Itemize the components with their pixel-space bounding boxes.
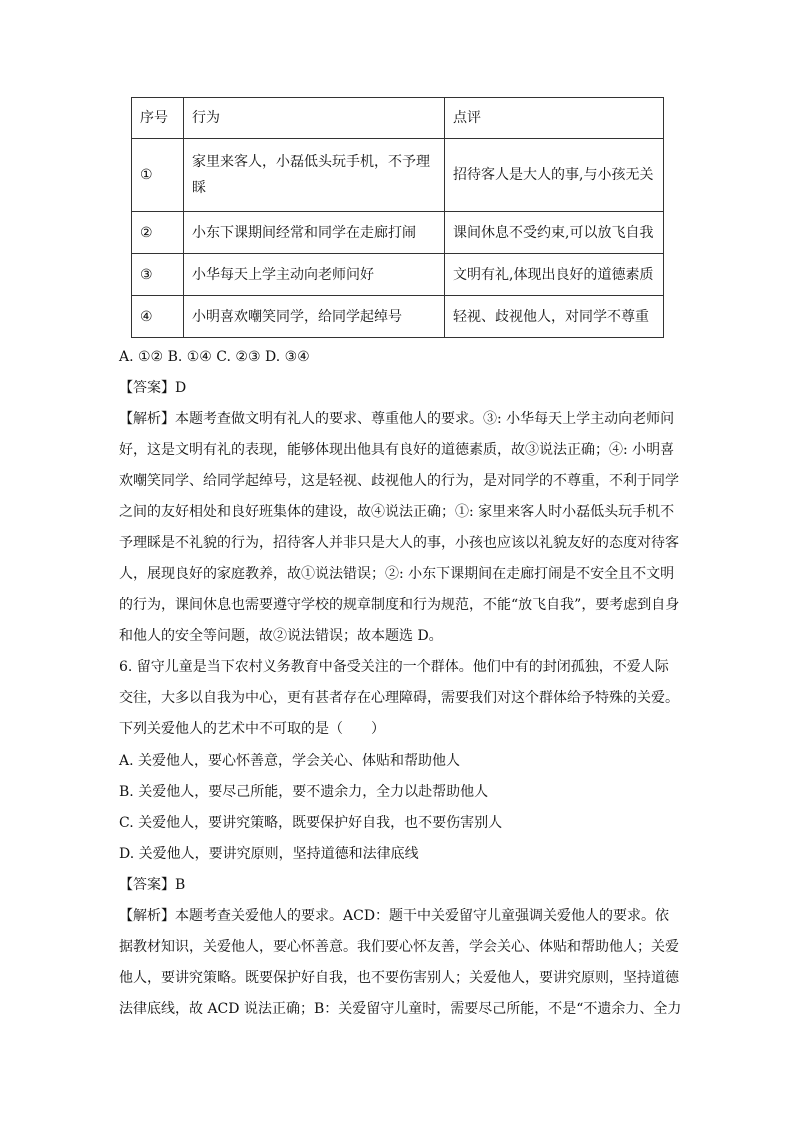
header-behavior: 行为 (184, 98, 445, 139)
row-no: ① (132, 139, 184, 212)
analysis-line: 的行为，课间休息也需要遵守学校的规章制度和行为规范，不能“放飞自我”，要考虑到自身 (119, 597, 680, 613)
row-behavior: 小华每天上学主动向老师问好 (184, 254, 445, 296)
q6-option-d: D. 关爱他人，要讲究原则，坚持道德和法律底线 (119, 846, 419, 862)
header-comment: 点评 (445, 98, 664, 139)
row-no: ② (132, 212, 184, 254)
analysis-line: 法律底线，故 ACD 说法正确；B：关爱留守儿童时，需要尽己所能，不是“不遗余力、全力 (119, 1001, 682, 1017)
analysis-line: 【解析】本题考查关爱他人的要求。ACD：题干中关爱留守儿童强调关爱他人的要求。依 (119, 908, 670, 924)
analysis-line: 之间的友好相处和良好班集体的建设，故④说法正确；①: 家里来客人时小磊低头玩手机不 (119, 504, 675, 520)
question-line: 6. 留守儿童是当下农村义务教育中备受关注的一个群体。他们中有的封闭孤独，不爱人际 (119, 659, 669, 675)
row-no: ④ (132, 296, 184, 338)
behavior-table (131, 97, 664, 338)
row-no: ③ (132, 254, 184, 296)
row-comment: 课间休息不受约束,可以放飞自我 (445, 212, 664, 254)
analysis-line: 欢嘲笑同学、给同学起绰号，这是轻视、歧视他人的行为，是对同学的不尊重，不利于同学 (119, 473, 679, 489)
table-row (132, 296, 664, 338)
analysis-line: 【解析】本题考查做文明有礼人的要求、尊重他人的要求。③: 小华每天上学主动向老师问 (119, 411, 675, 427)
analysis-line: 人，展现良好的家庭教养，故①说法错误；②: 小东下课期间在走廊打闹是不安全且不文明 (119, 566, 675, 582)
q5-options: A. ①② B. ①④ C. ②③ D. ③④ (119, 349, 310, 365)
row-behavior: 家里来客人，小磊低头玩手机，不予理 睬 (184, 139, 445, 212)
question-line: 交往，大多以自我为中心，更有甚者存在心理障碍，需要我们对这个群体给予特殊的关爱。 (119, 690, 679, 706)
question-line: 下列关爱他人的艺术中不可取的是（ ） (119, 721, 385, 737)
header-no: 序号 (132, 98, 184, 139)
analysis-line: 和他人的安全等问题，故②说法错误；故本题选 D。 (119, 628, 443, 644)
row-comment: 招待客人是大人的事,与小孩无关 (445, 139, 664, 212)
table-row (132, 139, 664, 212)
table-header-row (132, 98, 664, 139)
analysis-line: 据教材知识，关爱他人，要心怀善意。我们要心怀友善，学会关心、体贴和帮助他人；关爱 (119, 939, 679, 955)
table-row (132, 212, 664, 254)
row-behavior: 小东下课期间经常和同学在走廊打闹 (184, 212, 445, 254)
analysis-line: 予理睬是不礼貌的行为，招待客人并非只是大人的事，小孩也应该以礼貌友好的态度对待客 (119, 535, 679, 551)
row-comment: 文明有礼,体现出良好的道德素质 (445, 254, 664, 296)
table-row (132, 254, 664, 296)
q6-answer: 【答案】B (119, 877, 186, 893)
row-behavior: 小明喜欢嘲笑同学，给同学起绰号 (184, 296, 445, 338)
analysis-line: 他人，要讲究策略。既要保护好自我，也不要伤害别人；关爱他人，要讲究原则，坚持道德 (119, 970, 679, 986)
q5-answer: 【答案】D (119, 380, 187, 396)
row-comment: 轻视、歧视他人，对同学不尊重 (445, 296, 664, 338)
q6-option-a: A. 关爱他人，要心怀善意，学会关心、体贴和帮助他人 (119, 753, 461, 769)
analysis-line: 好，这是文明有礼的表现，能够体现出他具有良好的道德素质，故③说法正确；④: 小明喜 (119, 442, 675, 458)
q6-option-c: C. 关爱他人，要讲究策略，既要保护好自我，也不要伤害别人 (119, 815, 503, 831)
q6-option-b: B. 关爱他人，要尽己所能，要不遗余力，全力以赴帮助他人 (119, 784, 489, 800)
